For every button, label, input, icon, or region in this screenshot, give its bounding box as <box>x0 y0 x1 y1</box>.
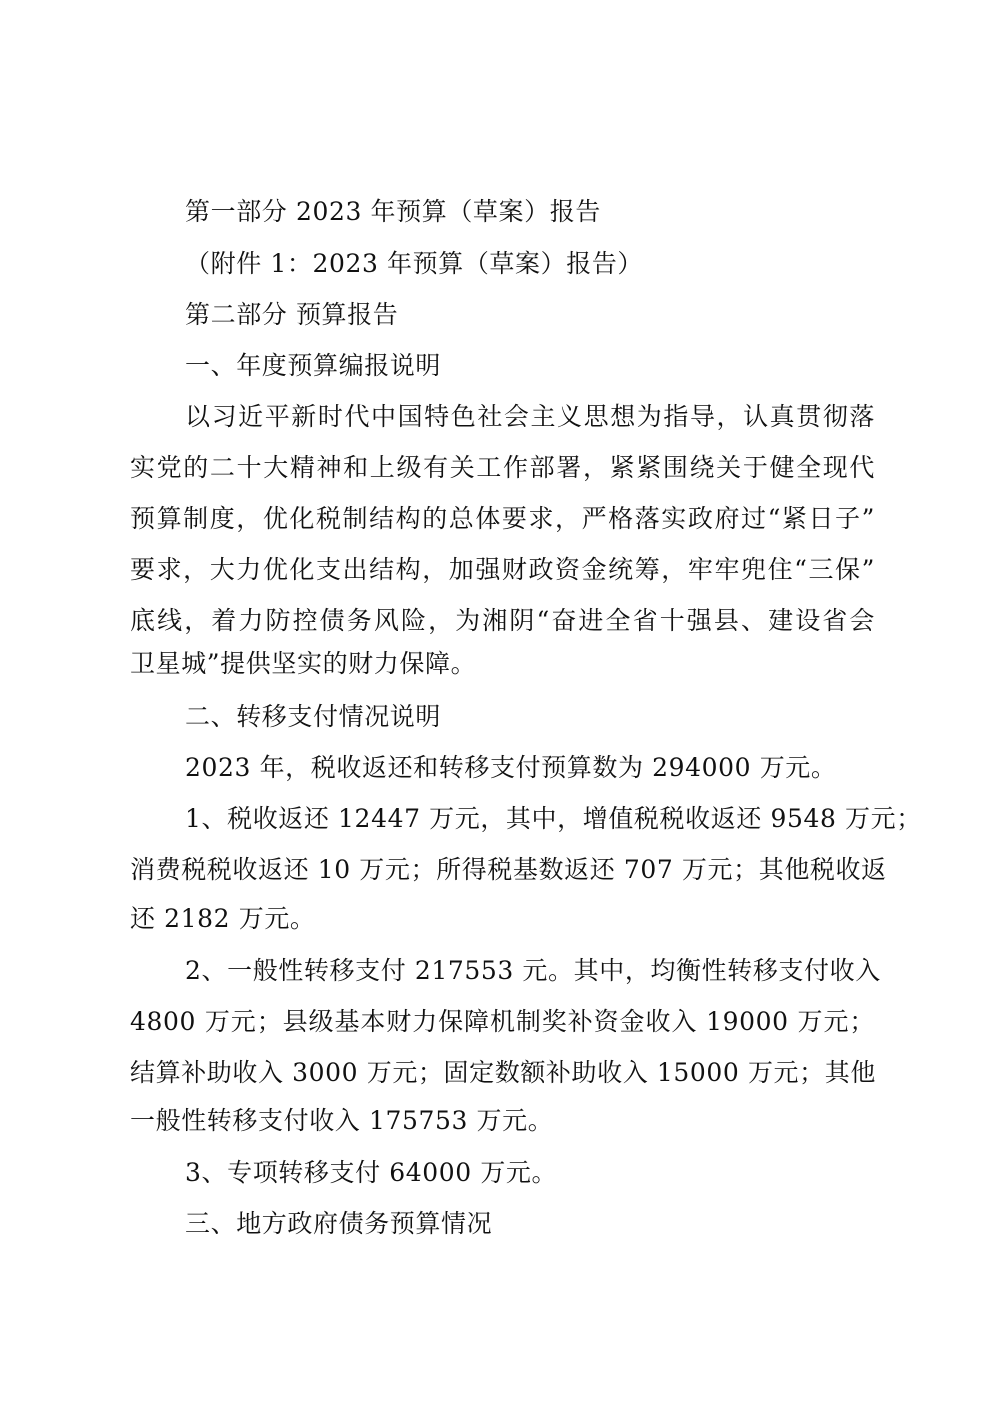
section1-paragraph-line: 底线，着力防控债务风险，为湘阴“奋进全省十强县、建设省会 <box>130 606 875 635</box>
item2-line: 4800 万元；县级基本财力保障机制奖补资金收入 19000 万元； <box>130 1007 875 1036</box>
item2-line: 一般性转移支付收入 175753 万元。 <box>130 1106 554 1135</box>
item1-line: 还 2182 万元。 <box>130 904 316 933</box>
section3-title: 三、地方政府债务预算情况 <box>185 1209 493 1238</box>
section1-paragraph-line: 要求，大力优化支出结构，加强财政资金统筹，牢牢兜住“三保” <box>130 555 875 584</box>
section1-paragraph-line: 实党的二十大精神和上级有关工作部署，紧紧围绕关于健全现代 <box>130 453 875 482</box>
section1-paragraph-line: 预算制度，优化税制结构的总体要求，严格落实政府过“紧日子” <box>130 504 875 533</box>
item1-line: 消费税税收返还 10 万元；所得税基数返还 707 万元；其他税收返 <box>130 855 887 884</box>
part1-heading: 第一部分 2023 年预算（草案）报告 <box>185 197 601 226</box>
item2-line: 2、一般性转移支付 217553 元。其中，均衡性转移支付收入 <box>185 956 881 985</box>
item1-line: 1、税收返还 12447 万元，其中，增值税税收返还 9548 万元； <box>185 804 922 833</box>
section2-summary: 2023 年，税收返还和转移支付预算数为 294000 万元。 <box>185 753 837 782</box>
part2-heading: 第二部分 预算报告 <box>185 300 399 329</box>
item3-line: 3、专项转移支付 64000 万元。 <box>185 1158 558 1187</box>
section2-title: 二、转移支付情况说明 <box>185 702 442 731</box>
item2-line: 结算补助收入 3000 万元；固定数额补助收入 15000 万元；其他 <box>130 1058 876 1087</box>
section1-title: 一、年度预算编报说明 <box>185 351 442 380</box>
section1-paragraph-line: 卫星城”提供坚实的财力保障。 <box>130 649 477 678</box>
section1-paragraph-line: 以习近平新时代中国特色社会主义思想为指导，认真贯彻落 <box>185 402 875 431</box>
attachment-note: （附件 1：2023 年预算（草案）报告） <box>185 249 644 278</box>
